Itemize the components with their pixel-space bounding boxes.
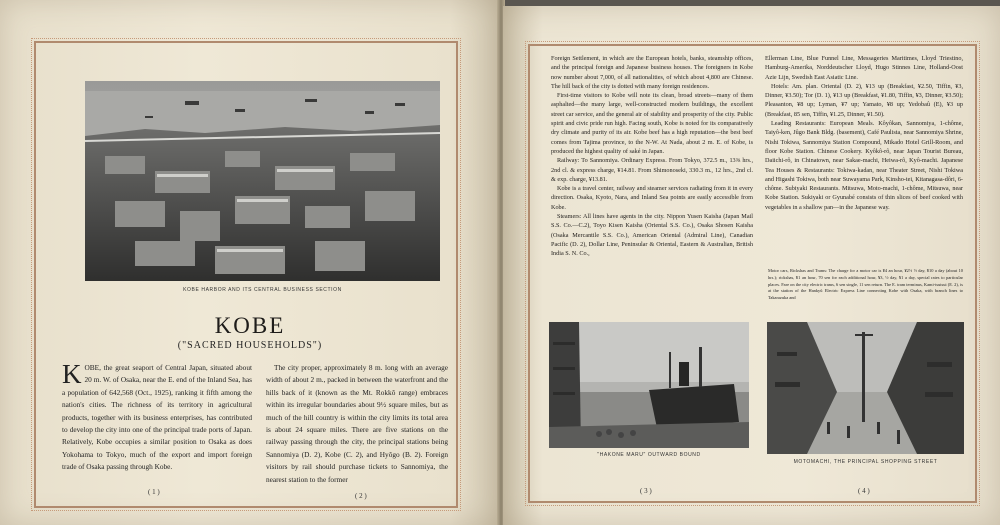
hakone-maru-photo (549, 322, 749, 448)
kobe-harbor-photo (85, 81, 440, 281)
travel-center-paragraph: Kobe is a travel center, railway and steamer services radiating from it in every direction. Osaka, Kyoto, Nara, and Inland Sea points are easily accessible from Kobe. (551, 185, 753, 211)
hotels-paragraph: Hotels: Am. plan. Oriental (D. 2), ¥13 up (Breakfast, ¥2.50, Tiffin, ¥3, Dinner, ¥3.50); Tor (D. 1), ¥13 up (Breakfast, ¥1.80, Tiffin, ¥3, Dinner, ¥3.50); Pleasanton, ¥8 up; Lyman, ¥7 up; Yamato, ¥8 up; Yedobaû (E), ¥3 up (Breakfast, 85 sen, Tiffin, ¥1.25, Dinner, ¥1.50). (765, 82, 963, 118)
col2-body: The city proper, approximately 8 m. long with an average width of about 2 m., packed in between the waterfront and the hills back of it (known as the Mt. Rokkô range) embraces within its irregular boundaries about 9½ square miles, but as much of the hill country is within the city limits its total area is about 24 square miles. There are five stations on the railway passing through the city, the principal stations being Sannomiya (D. 2), Kobe (C. 2), and Hyôgo (B. 2). Foreign visitors by rail should purchase tickets to Sannomiya, the nearest station to the former (266, 363, 448, 484)
left-text-column-2 (266, 362, 448, 486)
motomachi-caption: MOTOMACHI, THE PRINCIPAL SHOPPING STREET (793, 459, 938, 465)
settlement-paragraph: Foreign Settlement, in which are the European hotels, banks, steamship offices, and the principal foreign and Japanese business houses. The foreigners in Kobe now number about 7,000, of all nationalities, of which about 4,800 are Chinese. The hill back of the city is dotted with many foreign residences. (551, 55, 753, 90)
transport-note: Motor cars, Rickshas and Trams: The charge for a motor car is ¥4 an hour, ¥2½ ½ day, ¥10 a day (about 10 hrs.); rickshas, ¥1 an hour, 70 sen for each additional hour, ¥3, ½ day, ¥1 a day, special rates to particular places. Fare on the city electric trams, 6 sen single, 11 sen return. The E. tram terminus, Kami-tsutsui (E. 2), is at the station of the Hankyû Electric Express Line connecting Kobe with Osaka, with branch lines to Takarazuka and (768, 268, 963, 301)
shipping-lines-paragraph: Ellerman Line, Blue Funnel Line, Messageries Maritimes, Lloyd Triestino, Hamburg-Amerika, Norddeutscher Lloyd, Hugo Stinnes Line, Holland-Oost Azie Lijn, Swedish East Asiatic Line. (765, 55, 963, 81)
page-title: KOBE (214, 313, 286, 338)
page-number-1: ( 1 ) (148, 488, 160, 496)
drop-cap: K (62, 359, 82, 389)
hakone-maru-caption: "HAKONE MARU" OUTWARD BOUND (597, 452, 701, 458)
harbor-photo-caption: KOBE HARBOR AND ITS CENTRAL BUSINESS SECTION (183, 287, 342, 293)
col1-body: OBE, the great seaport of Central Japan, situated about 20 m. W. of Osaka, near the E. end of the Inland Sea, has a population of 642,568 (Oct., 1925), ranking it fifth among the nation's cities. The richness of its territory in agricultural products, together with its business enterprises, has contributed to develop the city into one of the principal trade ports of Japan. Relatively, Kobe occupies a similar position to Osaka as does Yokohama to Tokyo, much of the export and import foreign trade of Osaka passing through Kobe. (62, 363, 252, 472)
motomachi-photo (767, 322, 964, 454)
railway-paragraph: Railway: To Sannomiya. Ordinary Express. From Tokyo, 372.5 m., 13⅜ hrs., 2nd cl. & express charge, ¥14.81. From Shimonoseki, 330.3 m., 12 hrs., 2nd cl. & exp. charge, ¥13.81. (551, 157, 753, 183)
page-number-3: ( 3 ) (640, 487, 652, 495)
right-text-column-2 (765, 54, 963, 212)
right-text-column-1 (551, 54, 753, 259)
right-page (503, 6, 1000, 525)
page-number-4: ( 4 ) (858, 487, 870, 495)
page-number-2: ( 2 ) (355, 492, 367, 500)
steamship-image (549, 322, 749, 448)
shopping-street-image (767, 322, 964, 454)
left-text-column-1 (62, 359, 252, 474)
steamers-paragraph: Steamers: All lines have agents in the city. Nippon Yusen Kaisha (Japan Mail S.S. Co.—C.2), Toyo Kisen Kaisha (Oriental S.S. Co.), Osaka Shosen Kaisha (Osaka Mercantile S.S. Co.), American Oriental (Admiral Line), Canadian Pacific (D. 2), Dollar Line, Peninsular & Oriental, Eastern & Australian, British India S. N. Co., (551, 213, 753, 258)
visitors-paragraph: First-time visitors to Kobe will note its clean, broad streets—many of them asphalted—the many large, well-constructed modern buildings, the excellent street car service, and the general air of stability and prosperity of the city. Public spirit and civic pride run high. Facing south, Kobe is noted for its comparatively dry climate and purity of its air. Kobe beef has a high reputation—the best beef comes from Tajima province, to the N-W. At Nada, about 2 m. E. of Kobe, is produced the highest quality of saké in Japan. (551, 92, 753, 155)
restaurants-paragraph: Leading Restaurants: European Meals. Kôyôkan, Sannomiya, 1-chôme, Taiyô-ken, Jûgo Bank Bldg. (basement), Café Paulista, near Sannomiya Shrine, Nishi Tokiwa, Sannomiya Station Compound, Mikado Hotel Grill-Room, and floor Kobe Station. Chinese Cookery. Kyôkô-rô, near Japan Tourist Bureau, Daiichi-rô, in Chinatown, near Sakae-machi, Heiwa-rô, Kyô-machi. Japanese Tea Houses & Restaurants: Tokiwa-kadan, near Theater Street, Nishi Tokiwa and Higashi Tokiwa, both near Suwayama Park, Kinsho-tei, Kitanagasa-dôri, 6-chôme. Subiyaki Restaurants. Mitsuwa, Moto-machi, 1-chôme, Mitsuwa, near Kobe Station. Sukiyaki or Gyunabé consists of thin slices of beef cooked with vegetables in a shallow pan—in the Japanese way. (765, 120, 963, 211)
kobe-harbor-image (85, 81, 440, 281)
page-subtitle: ("SACRED HOUSEHOLDS") (177, 340, 323, 351)
